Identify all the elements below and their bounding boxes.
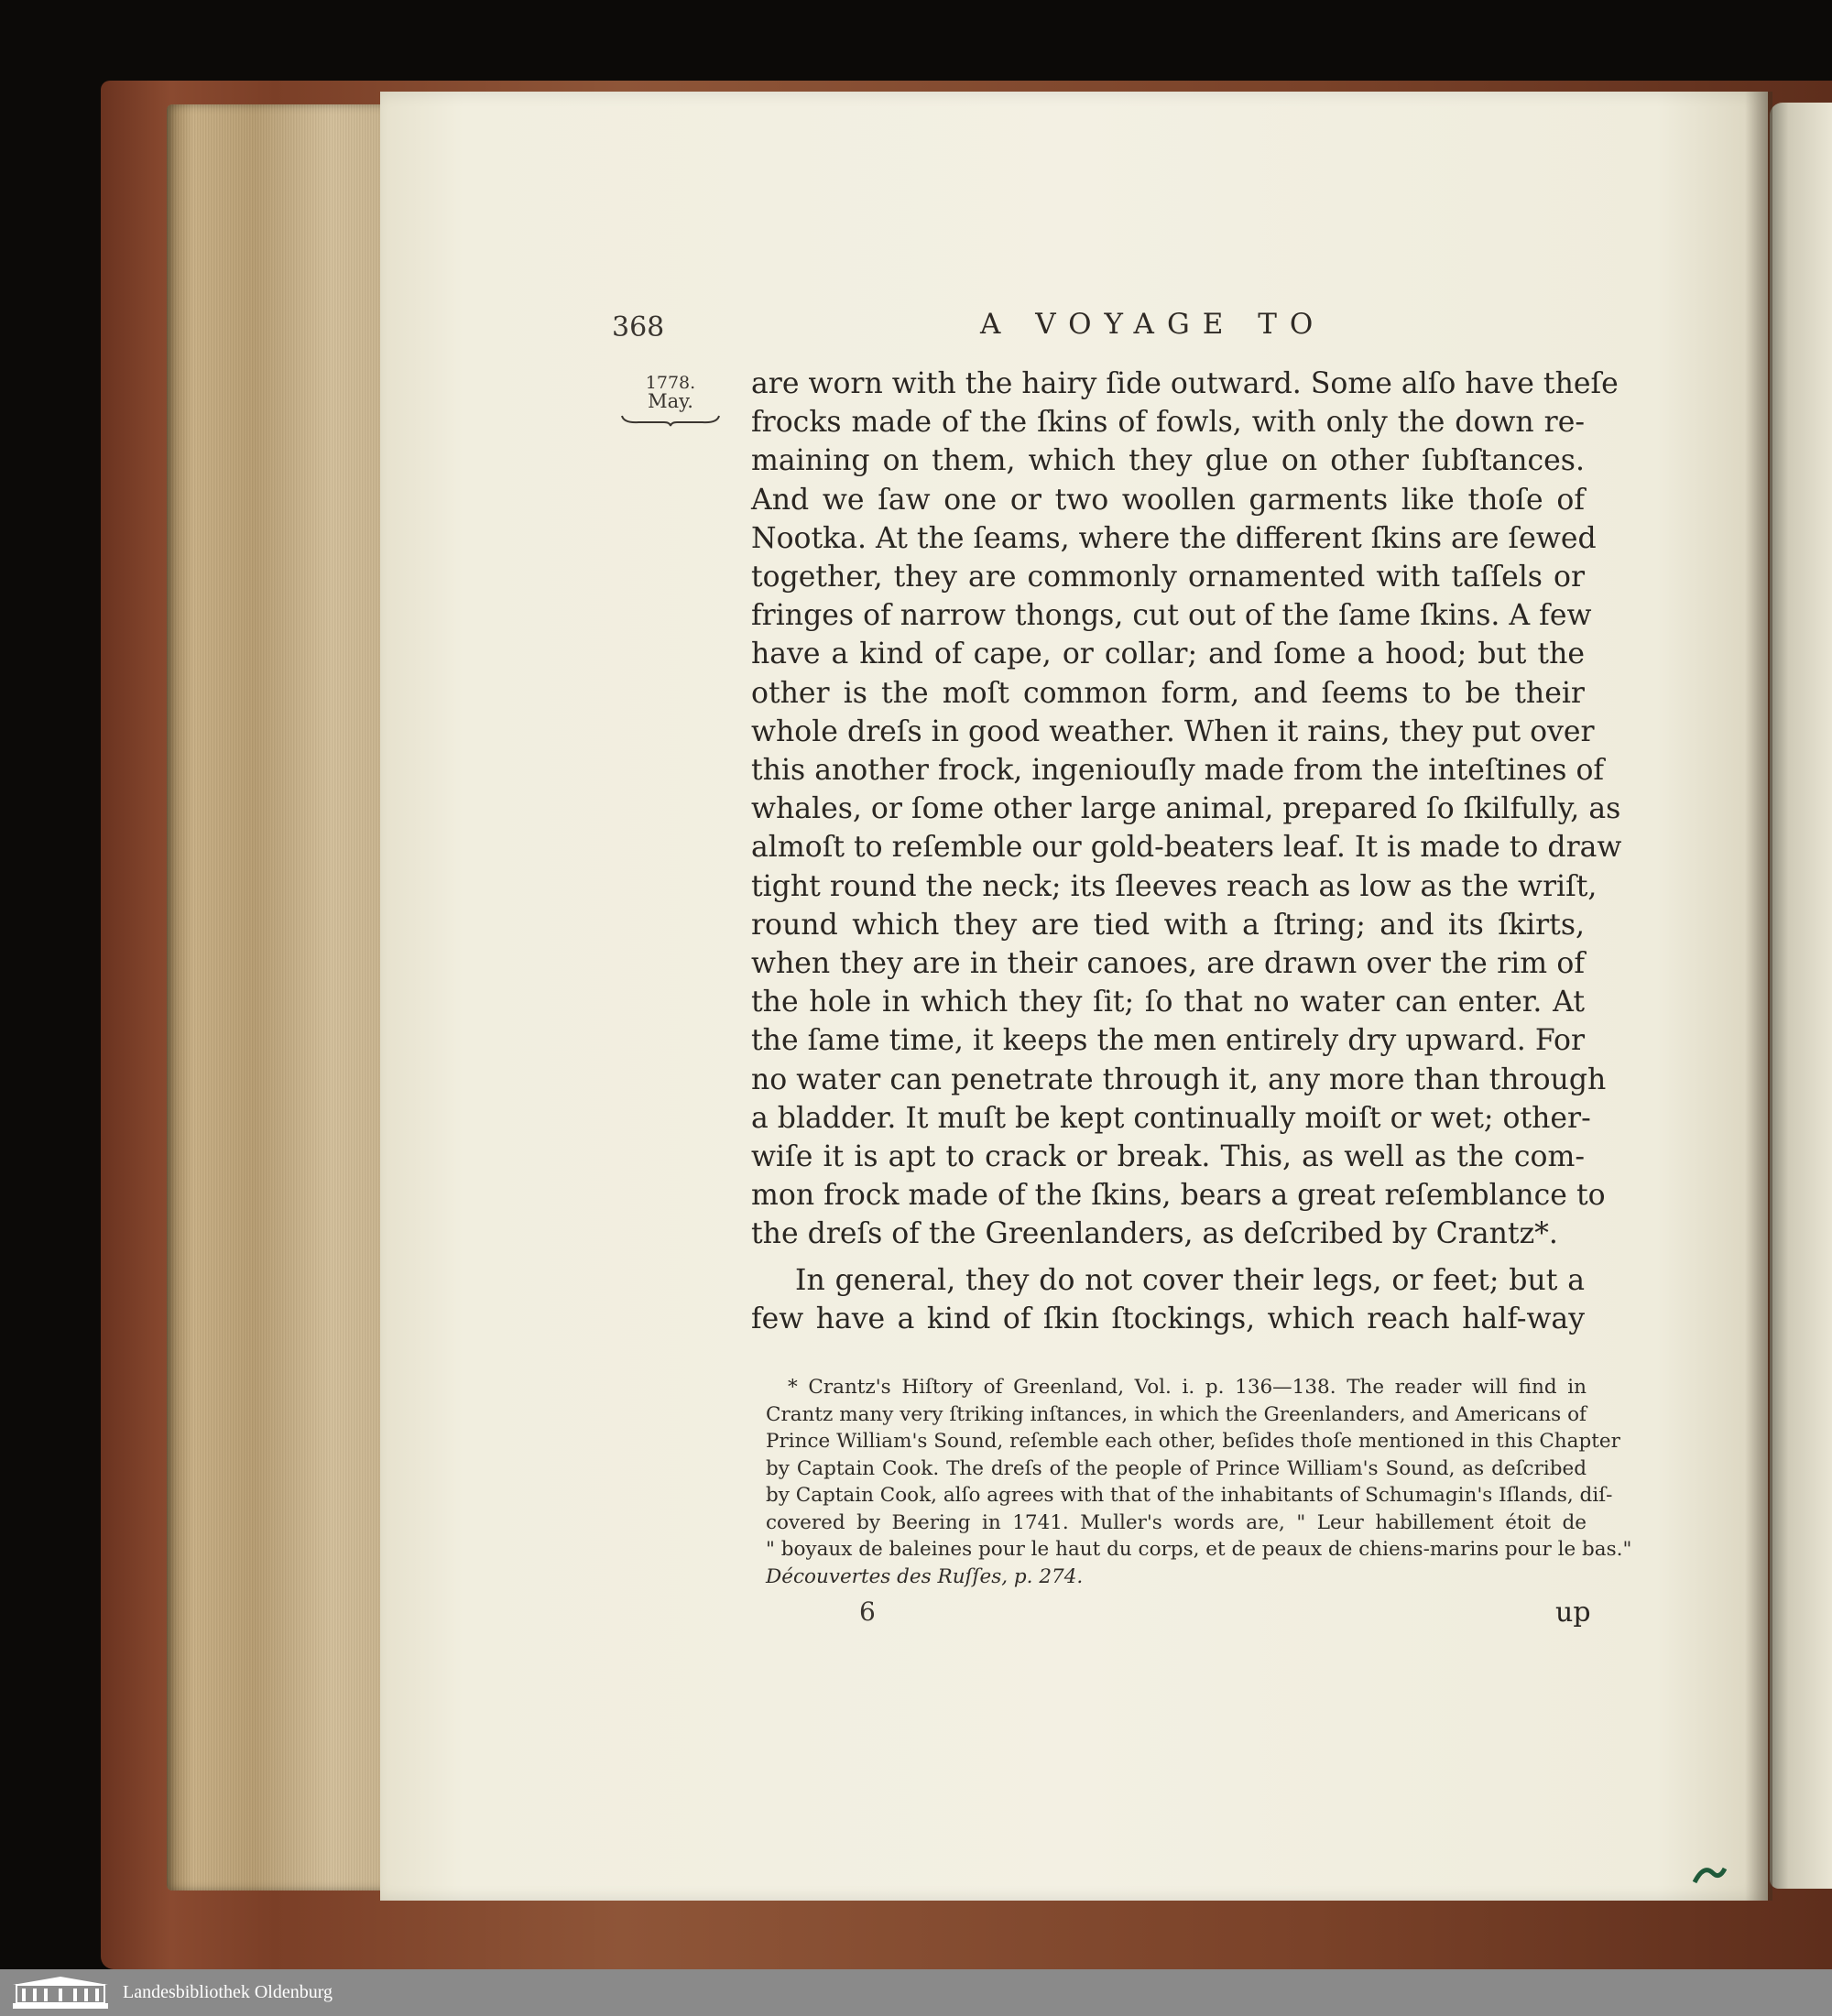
margin-note bbox=[616, 374, 725, 427]
margin-note-year: 1778. bbox=[645, 373, 696, 393]
catchword: up bbox=[1555, 1596, 1591, 1629]
library-banner bbox=[0, 1969, 1832, 2016]
text-line: the ſame time, it keeps the men entirely dry upward. For bbox=[751, 1024, 1585, 1058]
text-line: together, they are commonly ornamented with taſſels or bbox=[751, 561, 1585, 594]
text-line: frocks made of the ſkins of fowls, with only the down re- bbox=[751, 406, 1585, 440]
bookmark-ribbon bbox=[1690, 1859, 1727, 1887]
footnote-line: covered by Beering in 1741. Muller's words are, " Leur habillement étoit de bbox=[766, 1510, 1587, 1534]
text-line: round which they are tied with a ſtring; and its ſkirts, bbox=[751, 908, 1585, 942]
footnote-line: * Crantz's Hiſtory of Greenland, Vol. i. p. 136—138. The reader will find in bbox=[788, 1376, 1587, 1399]
paragraph-2 bbox=[751, 1261, 1585, 1338]
text-line: when they are in their canoes, are drawn over the rim of bbox=[751, 947, 1585, 981]
text-line: other is the moſt common form, and ſeems to be their bbox=[751, 676, 1585, 710]
footnote-line: Découvertes des Ruſſes, p. 274. bbox=[766, 1564, 1084, 1588]
text-line: Nootka. At the ſeams, where the different ſkins are ſewed bbox=[751, 521, 1597, 555]
text-line: the dreſs of the Greenlanders, as deſcribed by Crantz*. bbox=[751, 1217, 1558, 1251]
library-building-icon bbox=[11, 1976, 110, 2011]
footnote bbox=[766, 1374, 1632, 1590]
page-gutter-shadow bbox=[1745, 92, 1772, 1901]
text-line: a bladder. It muſt be kept continually moiſt or wet; other- bbox=[751, 1101, 1591, 1135]
text-line: maining on them, which they glue on other ſubſtances. bbox=[751, 444, 1585, 478]
text-line: this another frock, ingeniouſly made from the inteſtines of bbox=[751, 754, 1605, 788]
text-line: And we ſaw one or two woollen garments like thoſe of bbox=[751, 483, 1585, 517]
page-edges bbox=[167, 104, 387, 1891]
text-line: almoſt to reſemble our gold-beaters leaf. It is made to draw bbox=[751, 831, 1622, 865]
text-line: the hole in which they ſit; ſo that no water can enter. At bbox=[751, 986, 1585, 1019]
footnote-line: by Captain Cook, alſo agrees with that of the inhabitants of Schumagin's Iſlands, diſ- bbox=[766, 1484, 1613, 1507]
running-head: A VOYAGE TO bbox=[980, 308, 1326, 341]
footnote-line: Crantz many very ſtriking inſtances, in which the Greenlanders, and Americans of bbox=[766, 1402, 1587, 1426]
body-text bbox=[751, 365, 1622, 1338]
text-line: mon frock made of the ſkins, bears a great reſemblance to bbox=[751, 1179, 1606, 1213]
library-name: Landesbibliothek Oldenburg bbox=[123, 1982, 333, 2002]
footnote-line: by Captain Cook. The dreſs of the people of Prince William's Sound, as deſcribed bbox=[766, 1456, 1587, 1480]
text-line: whales, or ſome other large animal, prepared ſo ſkilfully, as bbox=[751, 792, 1621, 826]
brace-icon bbox=[620, 414, 721, 427]
text-line: In general, they do not cover their legs, or feet; but a bbox=[795, 1263, 1585, 1297]
page-number: 368 bbox=[612, 311, 665, 343]
text-line: whole dreſs in good weather. When it rains, they put over bbox=[751, 714, 1595, 748]
paragraph-1 bbox=[751, 365, 1622, 1254]
text-line: few have a kind of ſkin ſtockings, which reach half-way bbox=[751, 1302, 1585, 1335]
signature-mark: 6 bbox=[859, 1596, 876, 1627]
footnote-line: Prince William's Sound, reſemble each other, beſides thoſe mentioned in this Chapter bbox=[766, 1430, 1620, 1453]
text-line: tight round the neck; its ſleeves reach as low as the wriſt, bbox=[751, 869, 1598, 903]
text-line: wiſe it is apt to crack or break. This, as well as the com- bbox=[751, 1140, 1585, 1174]
text-line: fringes of narrow thongs, cut out of the ſame ſkins. A few bbox=[751, 599, 1592, 633]
opposite-page bbox=[1770, 103, 1832, 1889]
text-line: have a kind of cape, or collar; and ſome a hood; but the bbox=[751, 637, 1585, 671]
text-line: no water can penetrate through it, any more than through bbox=[751, 1062, 1607, 1096]
text-line: are worn with the hairy ſide outward. Some alſo have theſe bbox=[751, 367, 1619, 400]
footnote-line: " boyaux de baleines pour le haut du corps, et de peaux de chiens-marins pour le bas." bbox=[766, 1538, 1632, 1561]
margin-note-month: May. bbox=[648, 390, 693, 412]
